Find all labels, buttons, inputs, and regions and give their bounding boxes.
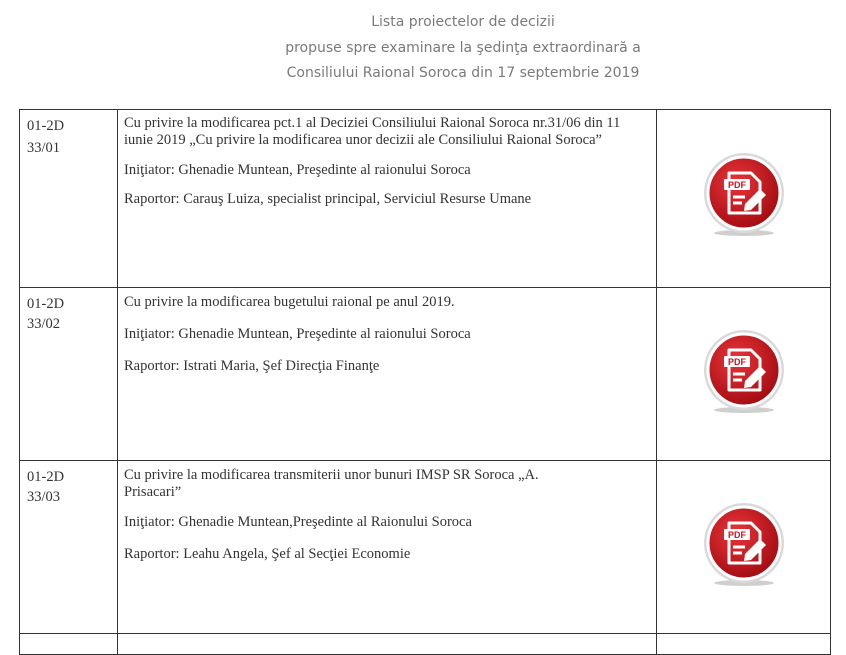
project-raportor: Raportor: Carauş Luiza, specialist principal, Serviciul Resurse Umane — [124, 191, 532, 207]
project-number: 33/01 — [27, 140, 61, 156]
project-title: Cu privire la modificarea bugetului raional pe anul 2019. — [124, 294, 455, 310]
pdf-download-cell — [657, 461, 831, 634]
pdf-download-cell — [657, 288, 831, 461]
project-initiator: Iniţiator: Ghenadie Muntean,Preşedinte al Raionului Soroca — [124, 514, 472, 530]
project-number-cell — [20, 461, 118, 634]
project-raportor: Raportor: Leahu Angela, Şef al Secţiei Economie — [124, 546, 411, 562]
svg-text:PDF: PDF — [727, 530, 746, 540]
project-raportor: Raportor: Istrati Maria, Şef Direcţia Finanţe — [124, 358, 380, 374]
project-title: Cu privire la modificarea pct.1 al Deciziei Consiliului Raional Soroca nr.31/06 din 11 iunie 2019 „Cu privire la modificarea unor decizii ale Consiliului Raional Soroca” — [124, 115, 621, 148]
header-title: Lista proiectelor de decizii — [371, 14, 555, 30]
svg-text:PDF: PDF — [727, 357, 746, 367]
header-subtitle: propuse spre examinare la şedinţa extraordinară a — [285, 40, 641, 56]
pdf-download-cell — [657, 634, 831, 655]
project-code: 01-2D — [27, 296, 65, 312]
project-initiator: Iniţiator: Ghenadie Muntean, Preşedinte al raionului Soroca — [124, 162, 471, 178]
project-number: 33/02 — [27, 316, 61, 332]
header-session-date: Consiliului Raional Soroca din 17 septembrie 2019 — [286, 65, 640, 81]
pdf-document-icon[interactable] — [702, 153, 786, 237]
pdf-document-icon[interactable] — [702, 330, 786, 414]
project-number-cell — [20, 634, 118, 655]
project-initiator: Iniţiator: Ghenadie Muntean, Preşedinte al raionului Soroca — [124, 326, 471, 342]
project-description-cell — [118, 461, 657, 634]
project-code: 01-2D — [27, 118, 65, 134]
project-description-cell — [118, 288, 657, 461]
project-description-cell — [118, 110, 657, 288]
project-number: 33/03 — [27, 489, 61, 505]
project-number-cell — [20, 110, 118, 288]
project-code: 01-2D — [27, 469, 65, 485]
pdf-download-cell — [657, 110, 831, 288]
table-row — [20, 110, 831, 288]
svg-text:PDF: PDF — [727, 179, 746, 190]
project-title: Cu privire la modificarea transmiterii unor bunuri IMSP SR Soroca „A. Prisacari” — [124, 467, 539, 500]
table-row — [20, 288, 831, 461]
pdf-download-link[interactable] — [702, 330, 786, 414]
project-description-cell — [118, 634, 657, 655]
pdf-document-icon[interactable] — [702, 503, 786, 587]
projects-table — [19, 109, 831, 655]
pdf-download-link[interactable] — [702, 503, 786, 587]
table-row — [20, 461, 831, 634]
table-row — [20, 634, 831, 655]
project-number-cell — [20, 288, 118, 461]
pdf-download-link[interactable] — [702, 153, 786, 237]
